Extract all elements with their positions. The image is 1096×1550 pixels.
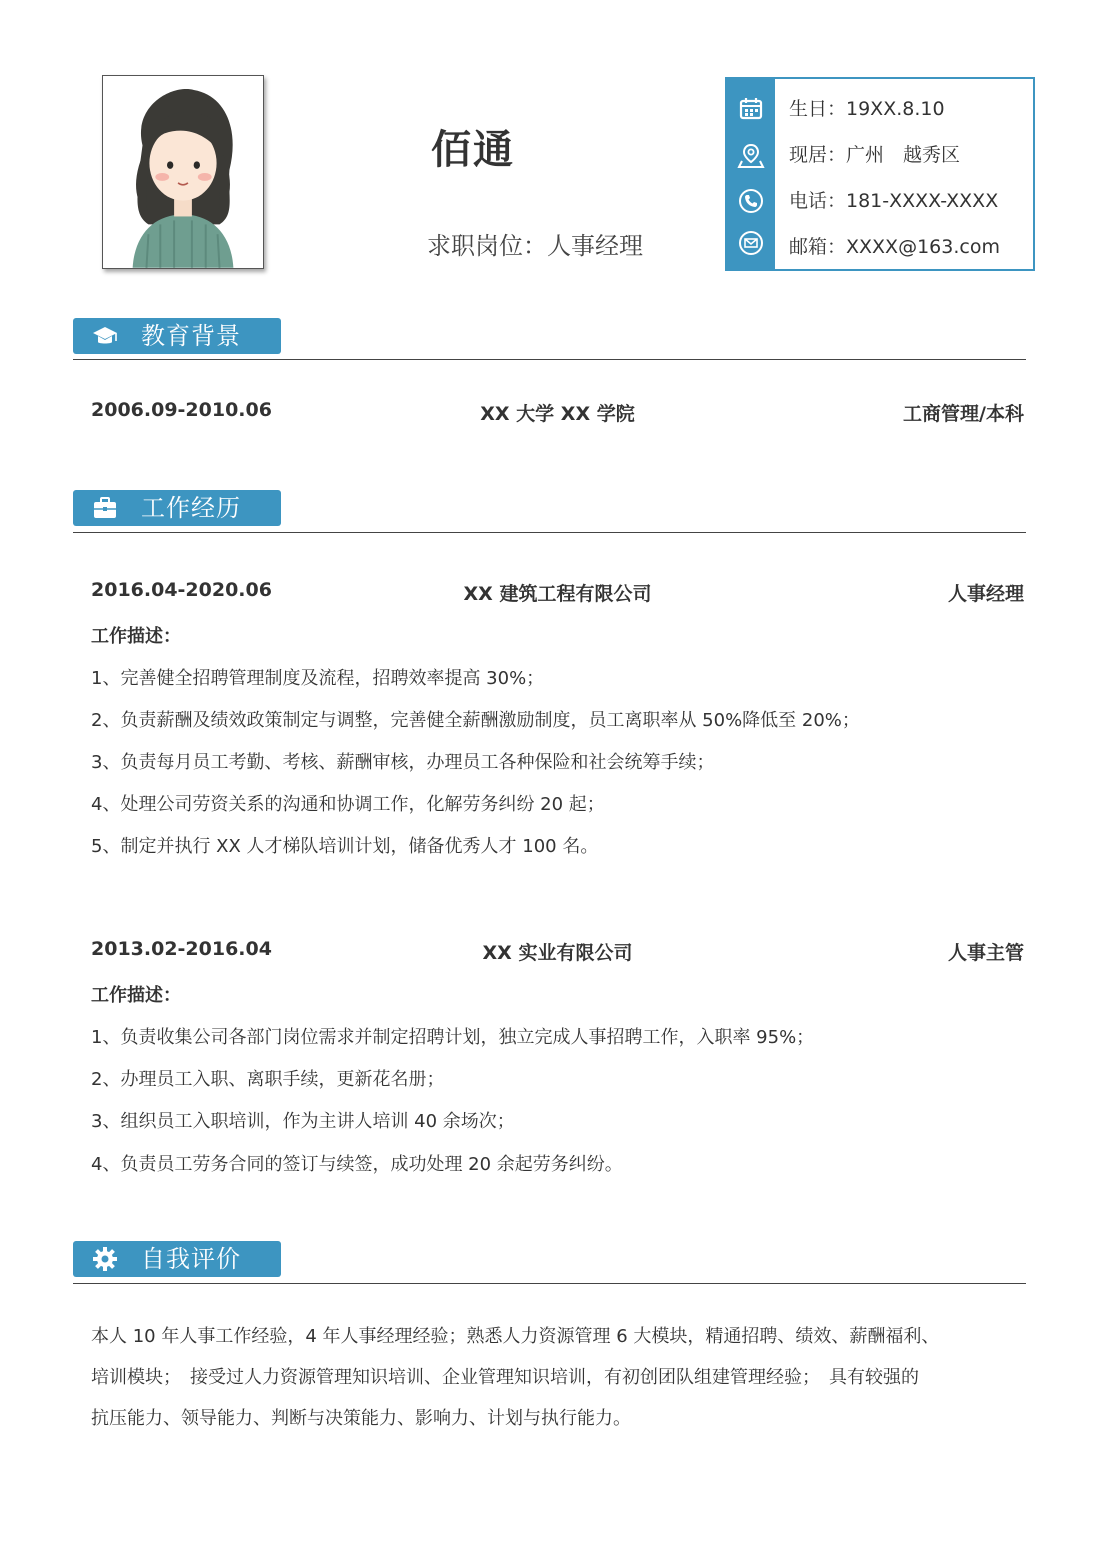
job-desc-item: 1、负责收集公司各部门岗位需求并制定招聘计划，独立完成人事招聘工作，入职率 95%； (91, 1027, 815, 1048)
birthday-text: 生日：19XX.8.10 (789, 98, 945, 120)
job-desc-item: 4、处理公司劳资关系的沟通和协调工作，化解劳务纠纷 20 起； (91, 794, 605, 815)
job-company: XX 实业有限公司 (482, 942, 633, 964)
calendar-icon (733, 91, 769, 127)
education-section-header (73, 318, 281, 354)
residence-text: 现居：广州 越秀区 (789, 144, 961, 166)
phone-icon (733, 183, 769, 219)
job-desc-item: 2、办理员工入职、离职手续，更新花名册； (91, 1069, 445, 1090)
self-eval-line: 培训模块； 接受过人力资源管理知识培训、企业管理知识培训，有初创团队组建管理经验； 具有较强的 (91, 1367, 919, 1388)
section-divider (73, 532, 1026, 533)
job-period: 2016.04-2020.06 (91, 579, 272, 601)
phone-text: 电话：181-XXXX-XXXX (789, 190, 999, 212)
education-row (91, 399, 1024, 425)
job-row (91, 938, 1024, 964)
work-section-header (73, 490, 281, 526)
education-period: 2006.09-2010.06 (91, 399, 272, 421)
graduation-cap-icon (91, 322, 119, 350)
education-school: XX 大学 XX 学院 (480, 403, 635, 425)
avatar-illustration (103, 76, 263, 268)
section-divider (73, 1283, 1026, 1284)
email-text: 邮箱：XXXX@163.com (789, 236, 1000, 258)
briefcase-icon (91, 494, 119, 522)
education-major: 工商管理/本科 (903, 403, 1024, 425)
self-eval-section-header (73, 1241, 281, 1277)
job-company: XX 建筑工程有限公司 (463, 583, 652, 605)
self-eval-paragraph (91, 1316, 1027, 1439)
candidate-name: 佰通 (431, 127, 515, 173)
job-desc-item: 3、负责每月员工考勤、考核、薪酬审核，办理员工各种保险和社会统筹手续； (91, 752, 715, 773)
job-period: 2013.02-2016.04 (91, 938, 272, 960)
job-desc-item: 1、完善健全招聘管理制度及流程，招聘效率提高 30%； (91, 668, 545, 689)
section-title: 工作经历 (141, 494, 241, 522)
job-role: 人事主管 (947, 942, 1024, 964)
location-icon (733, 137, 769, 173)
job-desc-item: 4、负责员工劳务合同的签订与续签，成功处理 20 余起劳务纠纷。 (91, 1154, 623, 1175)
section-title: 教育背景 (141, 322, 241, 350)
job-objective: 求职岗位：人事经理 (427, 232, 643, 260)
section-divider (73, 359, 1026, 360)
profile-photo (102, 75, 264, 269)
self-eval-line: 本人 10 年人事工作经验，4 年人事经理经验；熟悉人力资源管理 6 大模块，精通招聘、绩效、薪酬福利、 (91, 1326, 940, 1347)
job-desc-item: 3、组织员工入职培训，作为主讲人培训 40 余场次； (91, 1111, 515, 1132)
mail-icon (733, 225, 769, 261)
job-desc-label: 工作描述： (91, 985, 181, 1006)
section-title: 自我评价 (141, 1245, 241, 1273)
gear-icon (91, 1245, 119, 1273)
job-desc-item: 5、制定并执行 XX 人才梯队培训计划，储备优秀人才 100 名。 (91, 836, 599, 857)
job-row (91, 579, 1024, 605)
job-desc-item: 2、负责薪酬及绩效政策制定与调整，完善健全薪酬激励制度，员工离职率从 50%降低至 20%； (91, 710, 860, 731)
job-desc-label: 工作描述： (91, 626, 181, 647)
self-eval-line: 抗压能力、领导能力、判断与决策能力、影响力、计划与执行能力。 (91, 1408, 631, 1429)
contact-card (725, 77, 1035, 271)
job-role: 人事经理 (947, 583, 1024, 605)
